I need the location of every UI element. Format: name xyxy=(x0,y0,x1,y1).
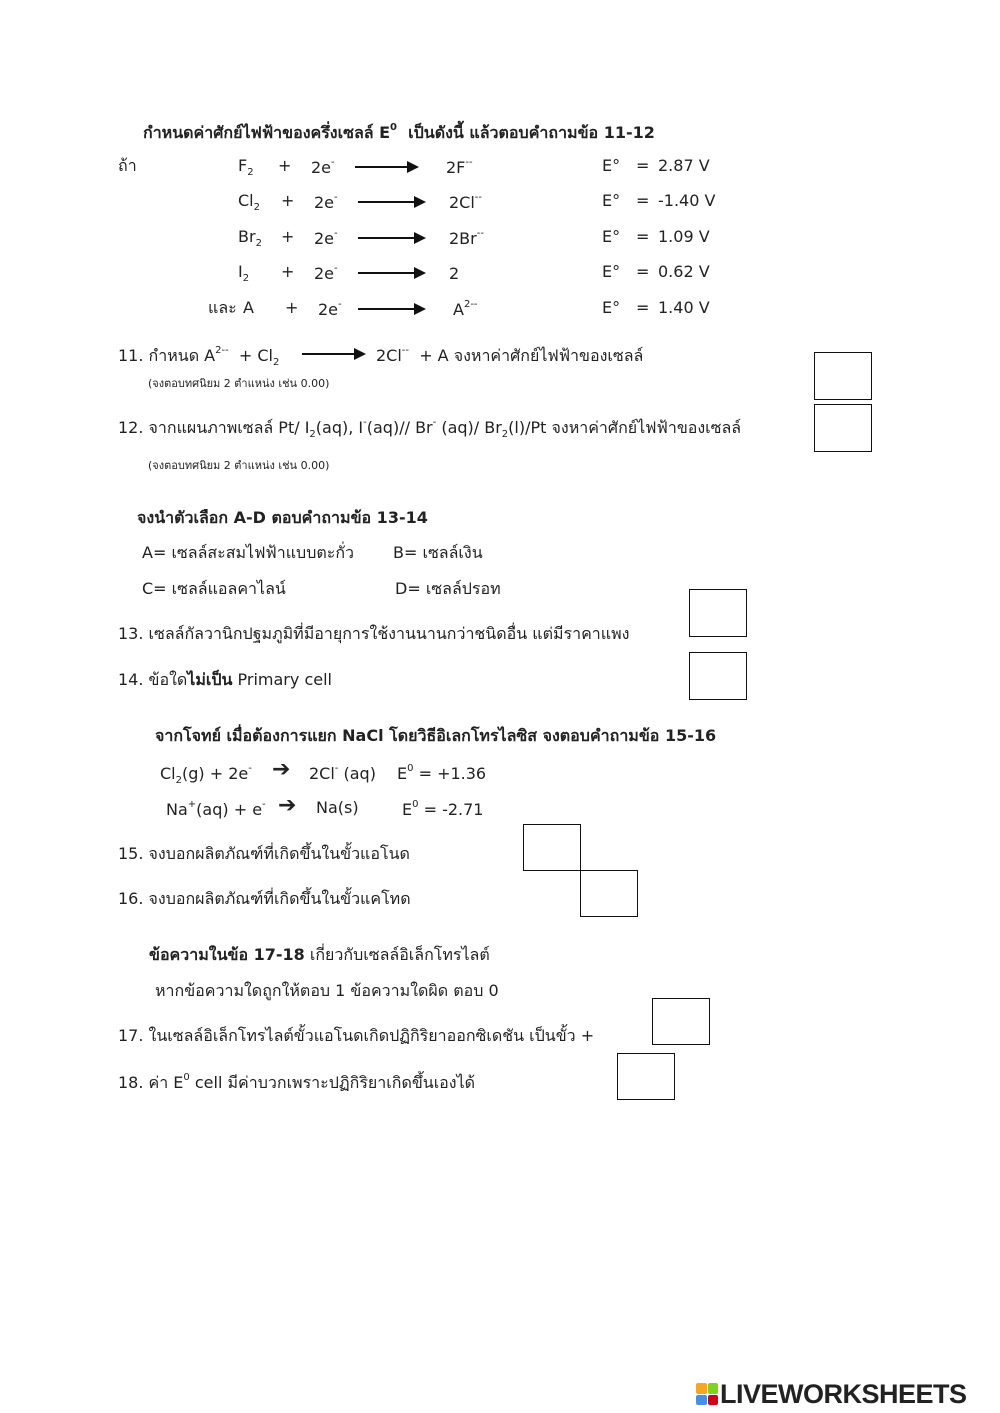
reaction-arrow xyxy=(358,201,424,203)
intro-heading: กำหนดค่าศักย์ไฟฟ้าของครึ่งเซลล์ $E^0$ เป็นดังนี้ แล้วตอบคำถามข้อ 11-12 xyxy=(143,122,655,142)
option-d: D= เซลล์ปรอท xyxy=(395,579,501,598)
liveworksheets-logo[interactable] xyxy=(696,1378,967,1410)
reaction-plus: + xyxy=(285,298,299,317)
reaction-potential: 1.40 V xyxy=(658,298,710,317)
nacl-reaction-2: Na+(aq) + e- xyxy=(166,799,266,819)
reaction-equals: = xyxy=(636,227,650,246)
reaction-arrow xyxy=(358,272,424,274)
reaction-plus: + xyxy=(281,227,295,246)
nacl-reaction-2-product: Na(s) xyxy=(316,798,359,817)
reaction-reactant: $Cl_2$ xyxy=(238,191,260,213)
q15-text: 15. จงบอกผลิตภัณฑ์ที่เกิดขึ้นในขั้วแอโนด xyxy=(118,844,410,863)
reaction-potential: 2.87 V xyxy=(658,156,710,175)
reaction-electrons: 2e- xyxy=(318,299,342,319)
reaction-arrow xyxy=(358,237,424,239)
reaction-product: $A^{2--}$ xyxy=(453,299,478,319)
reaction-eo-label: E° xyxy=(602,191,621,210)
q14-text: 14. ข้อใดไม่เป็น Primary cell xyxy=(118,670,332,689)
reaction-product: 2 xyxy=(449,264,460,283)
logo-cell-3 xyxy=(696,1395,707,1406)
brand-logo-icon xyxy=(696,1383,718,1405)
nacl-arrow-2: ➔ xyxy=(278,793,297,818)
q13-answer-box[interactable] xyxy=(689,589,747,637)
reaction-product: 2Cl-- xyxy=(449,192,483,212)
and-label: และ xyxy=(208,298,237,317)
nacl-reaction-1-potential: $E^0 = +1.36$ xyxy=(397,763,487,783)
reaction-electrons: 2e- xyxy=(311,157,335,177)
nacl-reaction-1-product: 2Cl- (aq) xyxy=(309,763,376,783)
q15-answer-box[interactable] xyxy=(523,824,581,871)
reaction-eo-label: E° xyxy=(602,227,621,246)
reaction-plus: + xyxy=(278,156,292,175)
reaction-equals: = xyxy=(636,191,650,210)
reaction-reactant: A xyxy=(243,298,254,317)
logo-cell-1 xyxy=(696,1383,707,1394)
reaction-product: 2F-- xyxy=(446,157,473,177)
reaction-potential: 1.09 V xyxy=(658,227,710,246)
reaction-product: 2Br-- xyxy=(449,228,484,248)
nacl-heading: จากโจทย์ เมื่อต้องการแยก NaCl โดยวิธีอิเลกโทรไลซิส จงตอบคำถามข้อ 15-16 xyxy=(155,726,717,745)
reaction-arrow xyxy=(358,308,424,310)
reaction-reactant: $I_2$ xyxy=(238,262,250,284)
q17-text: 17. ในเซลล์อิเล็กโทรไลต์ขั้วแอโนดเกิดปฏิกิริยาออกซิเดชัน เป็นขั้ว + xyxy=(118,1026,595,1045)
reaction-potential: 0.62 V xyxy=(658,262,710,281)
reaction-equals: = xyxy=(636,298,650,317)
nacl-arrow-1: ➔ xyxy=(272,757,291,782)
q11-text: 11. กำหนด $A^{2--} + Cl_2$ xyxy=(118,345,280,368)
brand-name: LIVEWORKSHEETS xyxy=(720,1378,967,1409)
q12-answer-box[interactable] xyxy=(814,404,872,452)
q11-arrow xyxy=(302,353,364,355)
reaction-equals: = xyxy=(636,262,650,281)
option-a: A= เซลล์สะสมไฟฟ้าแบบตะกั่ว xyxy=(142,543,355,562)
option-b: B= เซลล์เงิน xyxy=(393,543,483,562)
q11-note: (จงตอบทศนิยม 2 ตำแหน่ง เช่น 0.00) xyxy=(148,377,330,390)
q13-text: 13. เซลล์กัลวานิกปฐมภูมิที่มีอายุการใช้งานนานกว่าชนิดอื่น แต่มีราคาแพง xyxy=(118,624,630,643)
reaction-reactant: $F_2$ xyxy=(238,156,254,178)
reaction-eo-label: E° xyxy=(602,262,621,281)
nacl-reaction-2-potential: $E^0 = -2.71$ xyxy=(402,799,484,819)
q18-answer-box[interactable] xyxy=(617,1053,675,1100)
q11-answer-box[interactable] xyxy=(814,352,872,400)
reaction-electrons: 2e- xyxy=(314,228,338,248)
reaction-equals: = xyxy=(636,156,650,175)
tf-heading: ข้อความในข้อ 17-18 เกี่ยวกับเซลล์อิเล็กโทรไลต์ xyxy=(149,945,490,964)
option-c: C= เซลล์แอลคาไลน์ xyxy=(142,579,286,598)
reaction-plus: + xyxy=(281,262,295,281)
q14-answer-box[interactable] xyxy=(689,652,747,700)
q12-note: (จงตอบทศนิยม 2 ตำแหน่ง เช่น 0.00) xyxy=(148,459,330,472)
tf-instruction: หากข้อความใดถูกให้ตอบ 1 ข้อความใดผิด ตอบ 0 xyxy=(155,981,499,1000)
if-label: ถ้า xyxy=(118,156,137,175)
reaction-potential: -1.40 V xyxy=(658,191,716,210)
q11-tail: 2Cl-- + A จงหาค่าศักย์ไฟฟ้าของเซลล์ xyxy=(376,345,644,365)
reaction-plus: + xyxy=(281,191,295,210)
logo-cell-4 xyxy=(708,1395,719,1406)
reaction-eo-label: E° xyxy=(602,156,621,175)
q18-text: 18. ค่า $E^0$ cell มีค่าบวกเพราะปฏิกิริยาเกิดขึ้นเองได้ xyxy=(118,1072,476,1092)
reaction-electrons: 2e- xyxy=(314,263,338,283)
reaction-reactant: $Br_2$ xyxy=(238,227,262,249)
q12-text: 12. จากแผนภาพเซลล์ Pt/ $I_2(aq)$, I-(aq)// Br- (aq)/ $Br_2(l)/Pt$ จงหาค่าศักย์ไฟฟ้าของเซลล์ xyxy=(118,417,742,440)
reaction-arrow xyxy=(355,166,417,168)
q16-answer-box[interactable] xyxy=(580,870,638,917)
q17-answer-box[interactable] xyxy=(652,998,710,1045)
logo-cell-2 xyxy=(708,1383,719,1394)
reaction-electrons: 2e- xyxy=(314,192,338,212)
reaction-eo-label: E° xyxy=(602,298,621,317)
q16-text: 16. จงบอกผลิตภัณฑ์ที่เกิดขึ้นในขั้วแคโทด xyxy=(118,889,411,908)
cells-heading: จงนำตัวเลือก A-D ตอบคำถามข้อ 13-14 xyxy=(137,508,428,527)
nacl-reaction-1: $Cl_2(g) + 2e^-$ xyxy=(160,763,252,786)
